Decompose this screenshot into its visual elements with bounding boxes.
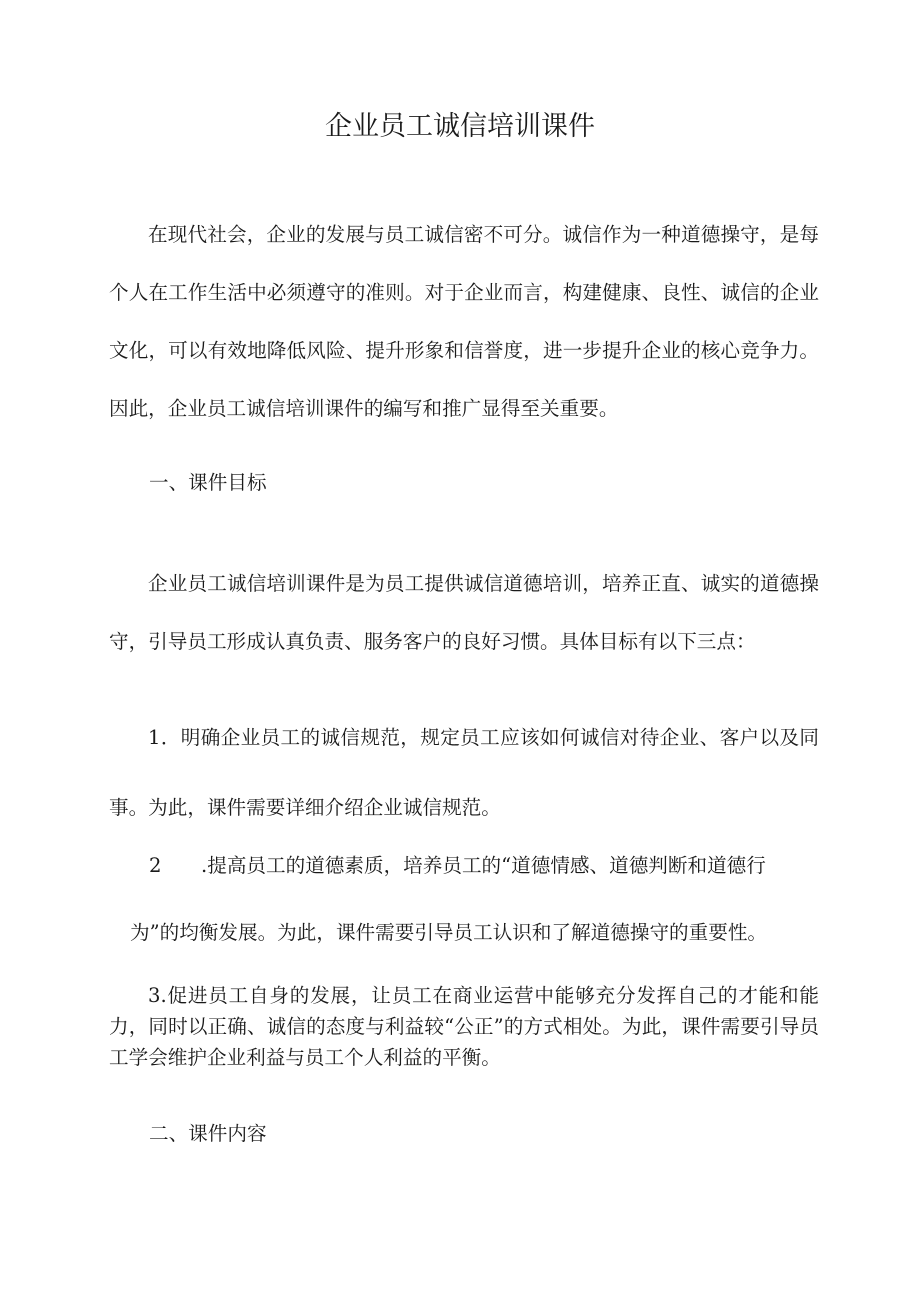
goals-description: 企业员工诚信培训课件是为员工提供诚信道德培训，培养正直、诚实的道德操守，引导员工形成认真负责、服务客户的良好习惯。具体目标有以下三点： [109, 572, 819, 653]
section-heading-goals: 一、课件目标 [149, 471, 267, 494]
goal-item-2-line-1 [149, 849, 766, 878]
document-title: 企业员工诚信培训课件 [325, 111, 595, 142]
goal-item-1: 1．明确企业员工的诚信规范，规定员工应该如何诚信对待企业、客户以及同事。为此，课件需要详细介绍企业诚信规范。 [109, 726, 819, 819]
section-heading-content: 二、课件内容 [149, 1122, 267, 1145]
goal-item-3: 3.促进员工自身的发展，让员工在商业运营中能够充分发挥自己的才能和能力，同时以正确、诚信的态度与利益较“公正”的方式相处。为此，课件需要引导员工学会维护企业利益与员工个人利益的平衡。 [109, 984, 819, 1069]
goal-item-2-number: 2 [149, 854, 162, 877]
intro-paragraph: 在现代社会，企业的发展与员工诚信密不可分。诚信作为一种道德操守，是每个人在工作生活中必须遵守的准则。对于企业而言，构建健康、良性、诚信的企业文化，可以有效地降低风险、提升形象和信誉度，进一步提升企业的核心竞争力。因此，企业员工诚信培训课件的编写和推广显得至关重要。 [109, 223, 819, 420]
goal-item-2-text: .提高员工的道德素质，培养员工的“道德情感、道德判断和道德行 [201, 854, 766, 877]
goal-item-2-line-2: 为”的均衡发展。为此，课件需要引导员工认识和了解道德操守的重要性。 [130, 921, 768, 944]
